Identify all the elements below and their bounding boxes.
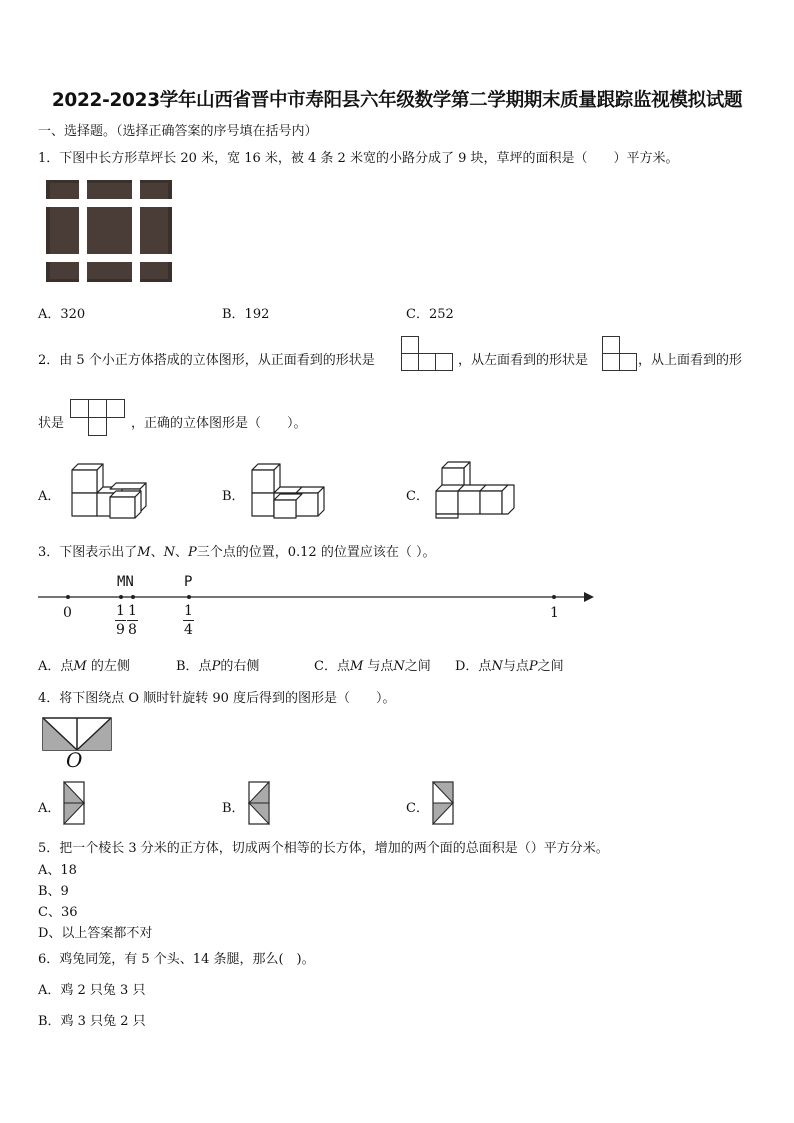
fraction-one-eighth bbox=[127, 603, 138, 638]
q3-option-b-prefix: B．点 bbox=[176, 659, 212, 674]
q2-option-c-cubes bbox=[434, 460, 518, 520]
q3-option-b-suffix: 的右侧 bbox=[220, 659, 260, 674]
q5-option-a[interactable]: A、18 bbox=[38, 863, 77, 878]
q3-option-c-mid: 与点 bbox=[367, 659, 394, 674]
question-1-text: 1．下图中长方形草坪长 20 米，宽 16 米，被 4 条 2 米宽的小路分成了 9 块，草坪的面积是（ ）平方米。 bbox=[38, 151, 679, 166]
q2-option-b[interactable]: B． bbox=[222, 489, 245, 504]
label-zero: 0 bbox=[63, 605, 72, 621]
question-5-text: 5．把一个棱长 3 分米的正方体，切成两个相等的长方体，增加的两个面的总面积是（）平方分米。 bbox=[38, 841, 609, 856]
fraction-num: 1 bbox=[128, 603, 137, 619]
section-heading: 一、选择题。（选择正确答案的序号填在括号内） bbox=[38, 124, 318, 139]
q1-option-c[interactable]: C．252 bbox=[406, 307, 454, 322]
q4-option-b-figure bbox=[248, 781, 270, 825]
fraction-one-quarter bbox=[183, 603, 194, 638]
q3-point-n: N bbox=[163, 545, 175, 560]
fraction-num: 1 bbox=[184, 603, 193, 619]
q3-option-d-prefix: D．点 bbox=[455, 659, 492, 674]
fraction-bar bbox=[127, 620, 138, 621]
point-o-label: O bbox=[66, 748, 83, 772]
rotation-figure bbox=[42, 717, 112, 751]
q1-option-b[interactable]: B．192 bbox=[222, 307, 270, 322]
q3-point-p: P bbox=[188, 545, 197, 560]
q3-option-b[interactable] bbox=[176, 655, 259, 674]
question-3-text bbox=[38, 541, 435, 560]
top-view-figure bbox=[70, 399, 126, 437]
fraction-den: 8 bbox=[128, 622, 137, 638]
front-view-figure bbox=[401, 336, 453, 372]
fraction-bar bbox=[183, 620, 194, 621]
question-2-text-a: 2．由 5 个小正方体搭成的立体图形，从正面看到的形状是 bbox=[38, 353, 375, 368]
q5-option-d[interactable]: D、以上答案都不对 bbox=[38, 926, 153, 941]
fraction-num: 1 bbox=[116, 603, 125, 619]
q4-option-a[interactable]: A． bbox=[38, 801, 61, 816]
question-6-text: 6．鸡兔同笼，有 5 个头、14 条腿，那么( )。 bbox=[38, 952, 315, 967]
page-title: 2022-2023学年山西省晋中市寿阳县六年级数学第二学期期末质量跟踪监视模拟试题 bbox=[51, 90, 743, 111]
q3-text-b: 三个点的位置，0.12 的位置应该在（ ）。 bbox=[196, 545, 436, 560]
lawn-figure bbox=[46, 180, 172, 282]
fraction-one-ninth bbox=[115, 603, 126, 638]
tick-p bbox=[187, 595, 191, 599]
label-mn: MN bbox=[117, 574, 134, 590]
q3-option-d-mid: 与点 bbox=[502, 659, 529, 674]
q3-option-c-prefix: C．点 bbox=[314, 659, 350, 674]
q2-option-b-cubes bbox=[250, 462, 330, 520]
q3-sep-1: 、 bbox=[150, 545, 164, 560]
question-4-text: 4．将下图绕点 O 顺时针旋转 90 度后得到的图形是（ ）。 bbox=[38, 691, 396, 706]
q6-option-a[interactable]: A．鸡 2 只兔 3 只 bbox=[38, 983, 146, 998]
q3-option-a-point: M bbox=[73, 659, 87, 674]
tick-m bbox=[119, 595, 123, 599]
question-2-text-b: ，从左面看到的形状是 bbox=[458, 353, 589, 368]
fraction-den: 9 bbox=[116, 622, 125, 638]
question-2-text-d: 状是 bbox=[38, 416, 65, 431]
q3-text-a: 3．下图表示出了 bbox=[38, 545, 138, 560]
q6-option-b[interactable]: B．鸡 3 只兔 2 只 bbox=[38, 1014, 146, 1029]
question-2-text-e: ，正确的立体图形是（ ）。 bbox=[131, 416, 307, 431]
q3-option-a[interactable] bbox=[38, 655, 130, 674]
q3-option-d[interactable] bbox=[455, 655, 564, 674]
tick-one bbox=[552, 595, 556, 599]
q4-option-a-figure bbox=[63, 781, 85, 825]
q3-option-a-suffix: 的左侧 bbox=[90, 659, 130, 674]
q3-option-a-prefix: A．点 bbox=[38, 659, 74, 674]
label-one: 1 bbox=[550, 605, 559, 621]
q3-option-d-point-1: N bbox=[491, 659, 503, 674]
q3-option-c-point-1: M bbox=[349, 659, 364, 674]
left-view-figure bbox=[602, 336, 637, 372]
q2-option-a[interactable]: A． bbox=[38, 489, 61, 504]
q1-option-a[interactable]: A．320 bbox=[38, 307, 86, 322]
q3-option-d-point-2: P bbox=[528, 659, 538, 674]
tick-n bbox=[131, 595, 135, 599]
question-2-text-c: ，从上面看到的形 bbox=[638, 353, 743, 368]
q2-option-c[interactable]: C． bbox=[406, 489, 429, 504]
q3-option-b-point: P bbox=[211, 659, 221, 674]
fraction-bar bbox=[115, 620, 126, 621]
tick-zero bbox=[66, 595, 70, 599]
fraction-den: 4 bbox=[184, 622, 193, 638]
q2-option-a-cubes bbox=[70, 462, 150, 520]
q4-option-c-figure bbox=[432, 781, 454, 825]
q3-option-c-point-2: N bbox=[393, 659, 405, 674]
q3-option-c-suffix: 之间 bbox=[404, 659, 431, 674]
q4-option-c[interactable]: C． bbox=[406, 801, 429, 816]
q4-option-b[interactable]: B． bbox=[222, 801, 245, 816]
q3-option-d-suffix: 之间 bbox=[537, 659, 564, 674]
q5-option-b[interactable]: B、9 bbox=[38, 884, 69, 899]
q3-option-c[interactable] bbox=[314, 655, 431, 674]
label-p: P bbox=[184, 574, 193, 590]
q5-option-c[interactable]: C、36 bbox=[38, 905, 78, 920]
q3-sep-2: 、 bbox=[174, 545, 188, 560]
q3-point-m: M bbox=[137, 545, 151, 560]
